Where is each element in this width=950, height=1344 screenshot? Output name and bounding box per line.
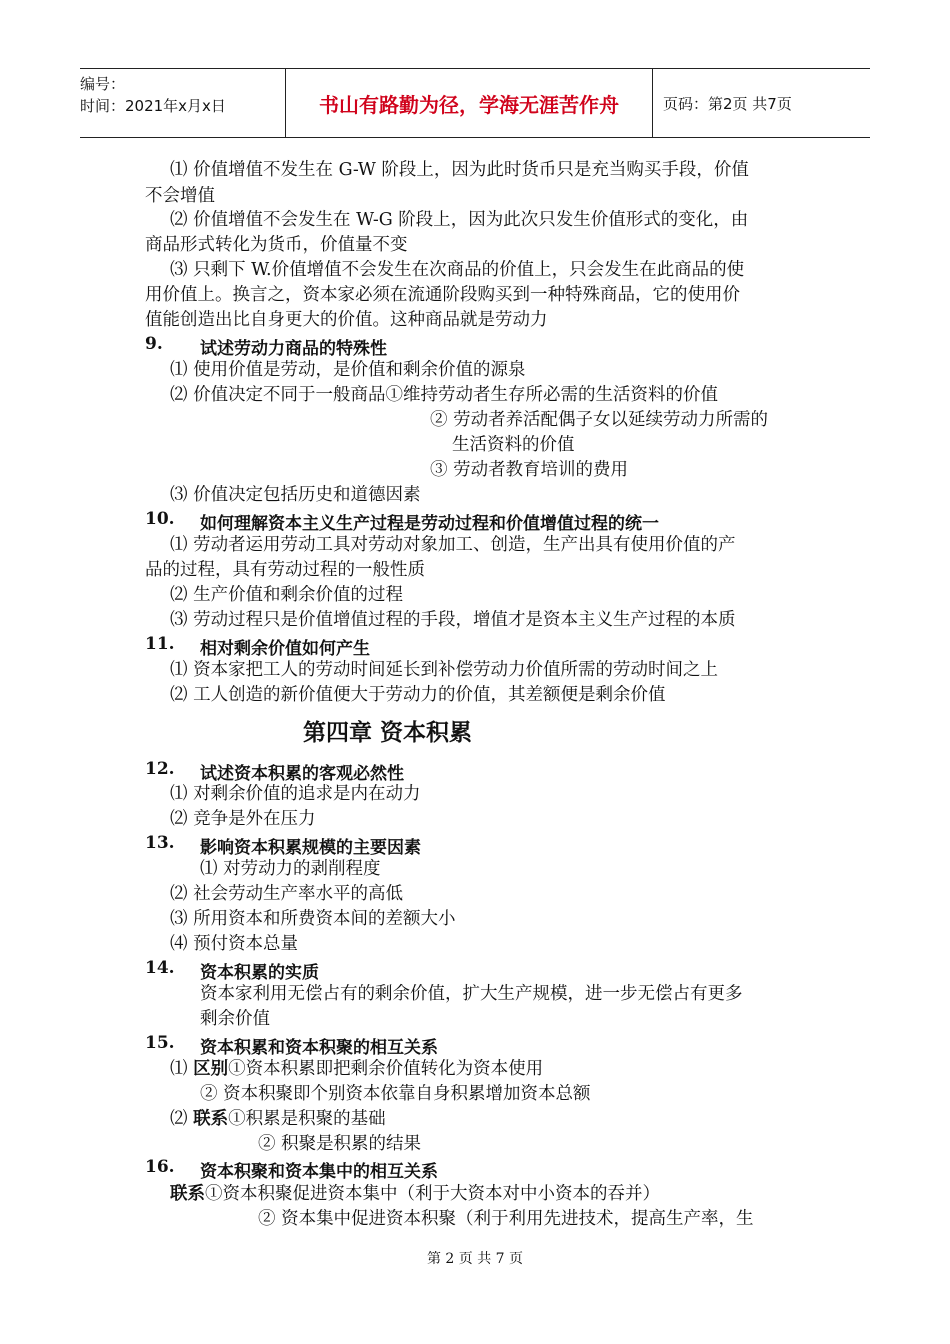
text-line: 值能创造出比自身更大的价值。这种商品就是劳动力 <box>145 310 548 330</box>
header-meta <box>80 69 285 137</box>
text-line: ⑴ 对剩余价值的追求是内在动力 <box>170 784 421 804</box>
text-line: ⑴ 资本家把工人的劳动时间延长到补偿劳动力价值所需的劳动时间之上 <box>170 660 719 680</box>
date-label: 时间：2021年x月x日 <box>80 97 226 115</box>
text-line: ② 劳动者养活配偶子女以延续劳动力所需的 <box>430 410 769 430</box>
text-line: 资本家利用无偿占有的剩余价值，扩大生产规模，进一步无偿占有更多 <box>200 984 743 1004</box>
header-page <box>653 69 870 137</box>
question-title: 如何理解资本主义生产过程是劳动过程和价值增值过程的统一 <box>200 514 659 534</box>
text-line: ⑶ 只剩下 W.价值增值不会发生在次商品的价值上，只会发生在此商品的使 <box>170 260 745 280</box>
text-line: ⑵ 生产价值和剩余价值的过程 <box>170 585 404 605</box>
text-line: 用价值上。换言之，资本家必须在流通阶段购买到一种特殊商品，它的使用价 <box>145 285 740 305</box>
page-header <box>80 68 870 138</box>
text-line: ⑶ 价值决定包括历史和道德因素 <box>170 485 421 505</box>
bold-label: 联系 <box>170 1184 205 1204</box>
text-line: 商品形式转化为货币，价值量不变 <box>145 235 408 255</box>
motto-text: 书山有路勤为径，学海无涯苦作舟 <box>319 92 619 117</box>
bold-label: 联系 <box>193 1109 229 1129</box>
text-line: ⑵ 工人创造的新价值便大于劳动力的价值，其差额便是剩余价值 <box>170 685 666 705</box>
item-text: ①积累是积聚的基础 <box>228 1109 386 1129</box>
text-line: ⑵ 社会劳动生产率水平的高低 <box>170 884 404 904</box>
question-number: 14. <box>145 958 175 978</box>
text-line: 剩余价值 <box>200 1009 270 1029</box>
page-footer: 第 2 页 共 7 页 <box>426 1251 524 1267</box>
text-line <box>170 1107 386 1132</box>
text-line: ⑷ 预付资本总量 <box>170 934 299 954</box>
text-line: ⑴ 使用价值是劳动，是价值和剩余价值的源泉 <box>170 360 526 380</box>
text-line: ⑵ 价值决定不同于一般商品①维持劳动者生存所必需的生活资料的价值 <box>170 385 719 405</box>
text-line: 生活资料的价值 <box>452 435 575 455</box>
question-title: 相对剩余价值如何产生 <box>200 639 370 659</box>
text-line <box>170 1182 660 1207</box>
text-line: ⑶ 所用资本和所费资本间的差额大小 <box>170 909 456 929</box>
text-line: ⑶ 劳动过程只是价值增值过程的手段，增值才是资本主义生产过程的本质 <box>170 610 736 630</box>
number-label: 编号： <box>80 75 126 93</box>
text-line: ② 资本积聚即个别资本依靠自身积累增加资本总额 <box>200 1084 591 1104</box>
item-text: ①资本积聚促进资本集中（利于大资本对中小资本的吞并） <box>205 1184 660 1204</box>
text-line: ⑵ 价值增值不会发生在 W-G 阶段上，因为此次只发生价值形式的变化，由 <box>170 210 749 230</box>
question-title: 影响资本积累规模的主要因素 <box>200 838 421 858</box>
chapter-title: 第四章 资本积累 <box>303 720 473 746</box>
item-marker: ⑴ <box>170 1059 194 1079</box>
text-line <box>170 1057 543 1082</box>
question-number: 13. <box>145 833 175 853</box>
question-title: 试述资本积累的客观必然性 <box>200 764 404 784</box>
question-number: 11. <box>145 634 175 654</box>
text-line: ⑴ 价值增值不发生在 G-W 阶段上，因为此时货币只是充当购买手段，价值 <box>170 160 749 180</box>
text-line: ⑵ 竞争是外在压力 <box>170 809 316 829</box>
text-line: ⑴ 对劳动力的剥削程度 <box>200 859 381 879</box>
question-number: 16. <box>145 1157 175 1177</box>
question-title: 资本积累和资本积聚的相互关系 <box>200 1038 438 1058</box>
text-line: ⑴ 劳动者运用劳动工具对劳动对象加工、创造，生产出具有使用价值的产 <box>170 535 736 555</box>
text-line: ③ 劳动者教育培训的费用 <box>430 460 629 480</box>
text-line: ② 积聚是积累的结果 <box>258 1134 422 1154</box>
page-label: 页码：第2页 共7页 <box>663 94 792 113</box>
header-motto <box>285 69 653 137</box>
item-text: ①资本积累即把剩余价值转化为资本使用 <box>228 1059 544 1079</box>
question-title: 试述劳动力商品的特殊性 <box>200 339 387 359</box>
question-number: 10. <box>145 509 175 529</box>
question-number: 12. <box>145 759 175 779</box>
text-line: ② 资本集中促进资本积聚（利于利用先进技术，提高生产率，生 <box>258 1209 754 1229</box>
question-number: 9. <box>145 334 163 354</box>
text-line: 品的过程，具有劳动过程的一般性质 <box>145 560 425 580</box>
question-title: 资本积累的实质 <box>200 963 319 983</box>
question-number: 15. <box>145 1033 175 1053</box>
bold-label: 区别 <box>193 1059 229 1079</box>
text-line: 不会增值 <box>145 186 215 206</box>
question-title: 资本积聚和资本集中的相互关系 <box>200 1162 438 1182</box>
item-marker: ⑵ <box>170 1109 194 1129</box>
